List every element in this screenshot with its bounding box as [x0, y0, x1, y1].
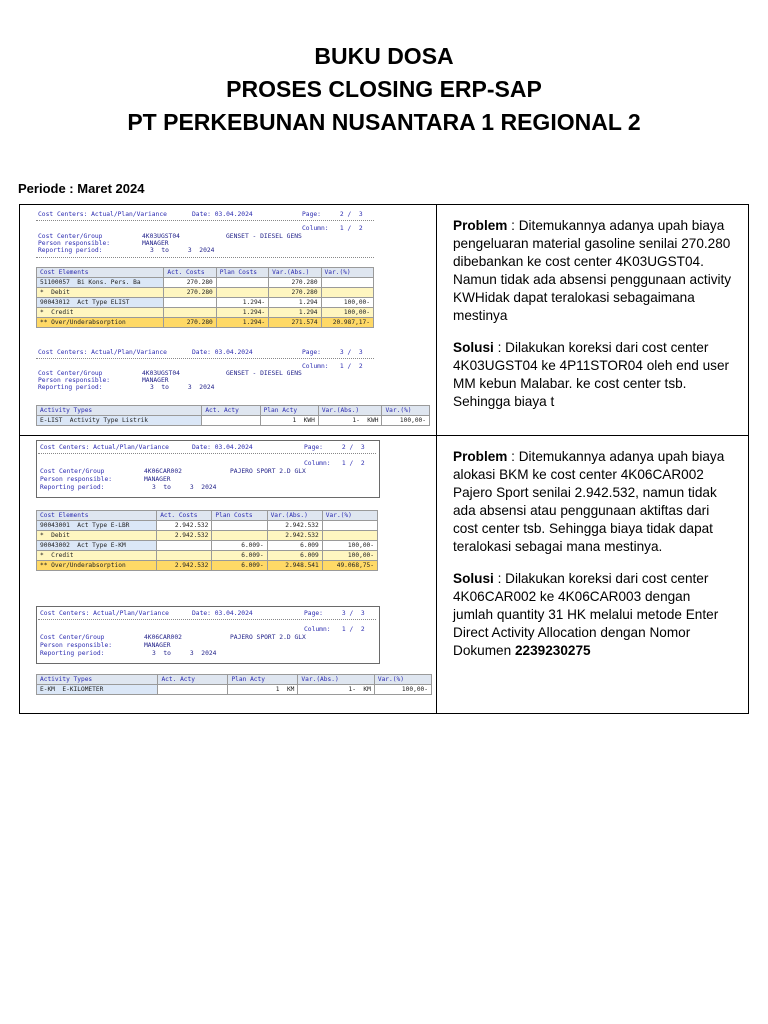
- table-cell: [157, 551, 212, 561]
- col-header: Var.(%): [322, 511, 377, 521]
- table-cell: 1.294: [269, 298, 321, 308]
- document-number: 2239230275: [514, 643, 591, 658]
- table-cell: * Credit: [37, 308, 164, 318]
- sap-report-activity: [34, 347, 434, 433]
- table-cell: [212, 521, 267, 531]
- table-cell: 1.294-: [216, 308, 268, 318]
- table-cell: 2.948.541: [267, 561, 322, 571]
- problem-label: Problem: [453, 449, 508, 464]
- period-value: 3 to 3 2024: [152, 650, 217, 657]
- report-title: Cost Centers: Actual/Plan/Variance: [38, 211, 167, 218]
- solusi-paragraph: [453, 339, 734, 411]
- problem-label: Problem: [453, 218, 508, 233]
- table-cell: [157, 541, 212, 551]
- col-header: Var.(Abs.): [318, 406, 382, 416]
- table-cell: 1- KM: [298, 685, 374, 695]
- col-header: Act. Acty: [202, 406, 260, 416]
- sap-report-costs: [34, 209, 434, 337]
- solusi-text: : Dilakukan koreksi dari cost center 4K03UGST04 ke 4P11STOR04 oleh end user MM kebun Malabar. ke cost center tsb. Sehingga biaya t: [453, 340, 730, 409]
- col-header: Var.(Abs.): [298, 675, 374, 685]
- col-header: Act. Acty: [158, 675, 228, 685]
- report-column: Column: 1 / 2: [304, 626, 365, 633]
- table-cell: [322, 531, 377, 541]
- col-header: Act. Costs: [157, 511, 212, 521]
- table-cell: 6.009: [267, 551, 322, 561]
- period-value: 3 to 3 2024: [150, 247, 215, 254]
- description-cell: [437, 205, 748, 435]
- table-cell: 6.009-: [212, 561, 267, 571]
- cc-label: Cost Center/Group: [38, 233, 103, 240]
- table-cell: [321, 288, 373, 298]
- table-cell: [216, 288, 268, 298]
- table-cell: * Debit: [37, 288, 164, 298]
- table-cell: 270.280: [269, 278, 321, 288]
- cc-label: Cost Center/Group: [40, 468, 105, 475]
- sap-screenshot-cell: [20, 205, 437, 435]
- table-cell: 270.280: [164, 318, 216, 328]
- table-cell: 90043002 Act Type E-KM: [37, 541, 157, 551]
- doc-title-line2: PROSES CLOSING ERP-SAP: [226, 76, 542, 102]
- cc-desc: GENSET - DIESEL GENS: [226, 233, 302, 240]
- table-cell: ** Over/Underabsorption: [37, 561, 157, 571]
- doc-title-line1: BUKU DOSA: [314, 43, 454, 69]
- table-cell: [212, 531, 267, 541]
- sap-report-costs: [34, 440, 434, 592]
- report-page: Page: 2 / 3: [302, 211, 363, 218]
- table-cell: 51100057 Bi Kons. Pers. Ba: [37, 278, 164, 288]
- table-cell: 1.294-: [216, 318, 268, 328]
- cost-elements-table: [36, 267, 374, 328]
- table-cell: 90043001 Act Type E-LBR: [37, 521, 157, 531]
- table-cell: 6.009-: [212, 551, 267, 561]
- cc-desc: PAJERO SPORT 2.D GLX: [230, 634, 306, 641]
- description-cell: [437, 436, 748, 713]
- table-cell: 2.942.532: [157, 521, 212, 531]
- problem-paragraph: [453, 217, 734, 325]
- period-value: 3 to 3 2024: [152, 484, 217, 491]
- cc-label: Cost Center/Group: [38, 370, 103, 377]
- report-title: Cost Centers: Actual/Plan/Variance: [40, 444, 169, 451]
- person-value: MANAGER: [144, 476, 171, 483]
- cc-label: Cost Center/Group: [40, 634, 105, 641]
- col-header: Var.(Abs.): [267, 511, 322, 521]
- cc-value: 4K06CAR002: [144, 468, 182, 475]
- table-cell: [216, 278, 268, 288]
- col-header: Activity Types: [37, 675, 158, 685]
- person-label: Person responsible:: [40, 476, 113, 483]
- col-header: Act. Costs: [164, 268, 216, 278]
- person-label: Person responsible:: [38, 377, 111, 384]
- sap-screenshot-cell: [20, 436, 437, 713]
- table-cell: 1 KM: [228, 685, 298, 695]
- table-cell: E-LIST Activity Type Listrik: [37, 416, 202, 426]
- report-page: Page: 2 / 3: [304, 444, 365, 451]
- col-header: Plan Acty: [228, 675, 298, 685]
- solusi-label: Solusi: [453, 340, 494, 355]
- report-title: Cost Centers: Actual/Plan/Variance: [38, 349, 167, 356]
- cc-value: 4K06CAR002: [144, 634, 182, 641]
- period-label: Reporting period:: [38, 247, 103, 254]
- person-value: MANAGER: [142, 240, 169, 247]
- table-cell: 270.280: [269, 288, 321, 298]
- doc-title-line3: PT PERKEBUNAN NUSANTARA 1 REGIONAL 2: [127, 109, 641, 135]
- solusi-text: : Dilakukan koreksi dari cost center 4K06CAR002 ke 4K06CAR003 dengan jumlah quantity 31 HK melalui metode Enter Direct Activity Allocation dengan Nomor Dokumen: [453, 571, 719, 658]
- table-cell: 6.009-: [212, 541, 267, 551]
- table-cell: 2.942.532: [267, 521, 322, 531]
- table-cell: 6.009: [267, 541, 322, 551]
- periode-label: Periode : Maret 2024: [18, 181, 145, 196]
- table-cell: 100,00-: [322, 541, 377, 551]
- report-date: Date: 03.04.2024: [192, 349, 253, 356]
- report-date: Date: 03.04.2024: [192, 211, 253, 218]
- problem-text: : Ditemukannya adanya upah biaya alokasi BKM ke cost center 4K06CAR002 Pajero Sport senilai 2.942.532, namun tidak ada absensi atau penggunaan aktiftas dari cost center tsb. Sehingga biaya tidak dapat teralokasi sebagai mana mestinya.: [453, 449, 725, 554]
- cc-desc: GENSET - DIESEL GENS: [226, 370, 302, 377]
- cost-elements-table: [36, 510, 378, 571]
- table-cell: [322, 521, 377, 531]
- table-cell: 100,00-: [321, 308, 373, 318]
- table-cell: [164, 298, 216, 308]
- table-cell: 271.574: [269, 318, 321, 328]
- table-cell: 1- KWH: [318, 416, 382, 426]
- report-column: Column: 1 / 2: [302, 363, 363, 370]
- table-cell: 100,00-: [321, 298, 373, 308]
- issue-row: [20, 205, 748, 435]
- cc-value: 4K03UGST04: [142, 233, 180, 240]
- cc-desc: PAJERO SPORT 2.D GLX: [230, 468, 306, 475]
- table-cell: 2.942.532: [267, 531, 322, 541]
- col-header: Cost Elements: [37, 268, 164, 278]
- solusi-paragraph: [453, 570, 734, 660]
- period-label: Reporting period:: [38, 384, 103, 391]
- col-header: Var.(%): [374, 675, 431, 685]
- problem-paragraph: [453, 448, 734, 556]
- table-cell: 270.280: [164, 278, 216, 288]
- issue-table: [19, 204, 749, 714]
- table-cell: 100,00-: [382, 416, 430, 426]
- table-cell: 20.987,17-: [321, 318, 373, 328]
- person-label: Person responsible:: [40, 642, 113, 649]
- table-cell: E-KM E-KILOMETER: [37, 685, 158, 695]
- person-value: MANAGER: [144, 642, 171, 649]
- col-header: Cost Elements: [37, 511, 157, 521]
- col-header: Var.(%): [321, 268, 373, 278]
- solusi-label: Solusi: [453, 571, 494, 586]
- table-cell: * Debit: [37, 531, 157, 541]
- report-page: Page: 3 / 3: [304, 610, 365, 617]
- col-header: Var.(Abs.): [269, 268, 321, 278]
- report-page: Page: 3 / 3: [302, 349, 363, 356]
- table-cell: [202, 416, 260, 426]
- problem-text: : Ditemukannya adanya upah biaya pengeluaran material gasoline senilai 270.280 dibebankan ke cost center 4K03UGST04. Namun tidak ada absensi penggunaan activity KWHidak dapat teralokasi sebagaimana mestinya: [453, 218, 732, 323]
- col-header: Plan Costs: [212, 511, 267, 521]
- table-cell: ** Over/Underabsorption: [37, 318, 164, 328]
- sap-report-activity: [34, 606, 434, 710]
- table-cell: 49.068,75-: [322, 561, 377, 571]
- table-cell: 2.942.532: [157, 531, 212, 541]
- person-value: MANAGER: [142, 377, 169, 384]
- table-cell: 90043012 Act Type ELIST: [37, 298, 164, 308]
- table-cell: 2.942.532: [157, 561, 212, 571]
- cc-value: 4K03UGST04: [142, 370, 180, 377]
- table-cell: [164, 308, 216, 318]
- period-label: Reporting period:: [40, 484, 105, 491]
- period-value: 3 to 3 2024: [150, 384, 215, 391]
- col-header: Var.(%): [382, 406, 430, 416]
- report-column: Column: 1 / 2: [302, 225, 363, 232]
- col-header: Plan Costs: [216, 268, 268, 278]
- col-header: Plan Acty: [260, 406, 318, 416]
- table-cell: [158, 685, 228, 695]
- table-cell: * Credit: [37, 551, 157, 561]
- table-cell: 1 KWH: [260, 416, 318, 426]
- table-cell: 270.280: [164, 288, 216, 298]
- issue-row: [20, 435, 748, 713]
- activity-types-table: [36, 405, 430, 426]
- period-label: Reporting period:: [40, 650, 105, 657]
- table-cell: 100,00-: [322, 551, 377, 561]
- table-cell: [321, 278, 373, 288]
- table-cell: 1.294: [269, 308, 321, 318]
- person-label: Person responsible:: [38, 240, 111, 247]
- table-cell: 100,00-: [374, 685, 431, 695]
- table-cell: 1.294-: [216, 298, 268, 308]
- report-title: Cost Centers: Actual/Plan/Variance: [40, 610, 169, 617]
- activity-types-table: [36, 674, 432, 695]
- report-column: Column: 1 / 2: [304, 460, 365, 467]
- report-date: Date: 03.04.2024: [192, 610, 253, 617]
- col-header: Activity Types: [37, 406, 202, 416]
- report-date: Date: 03.04.2024: [192, 444, 253, 451]
